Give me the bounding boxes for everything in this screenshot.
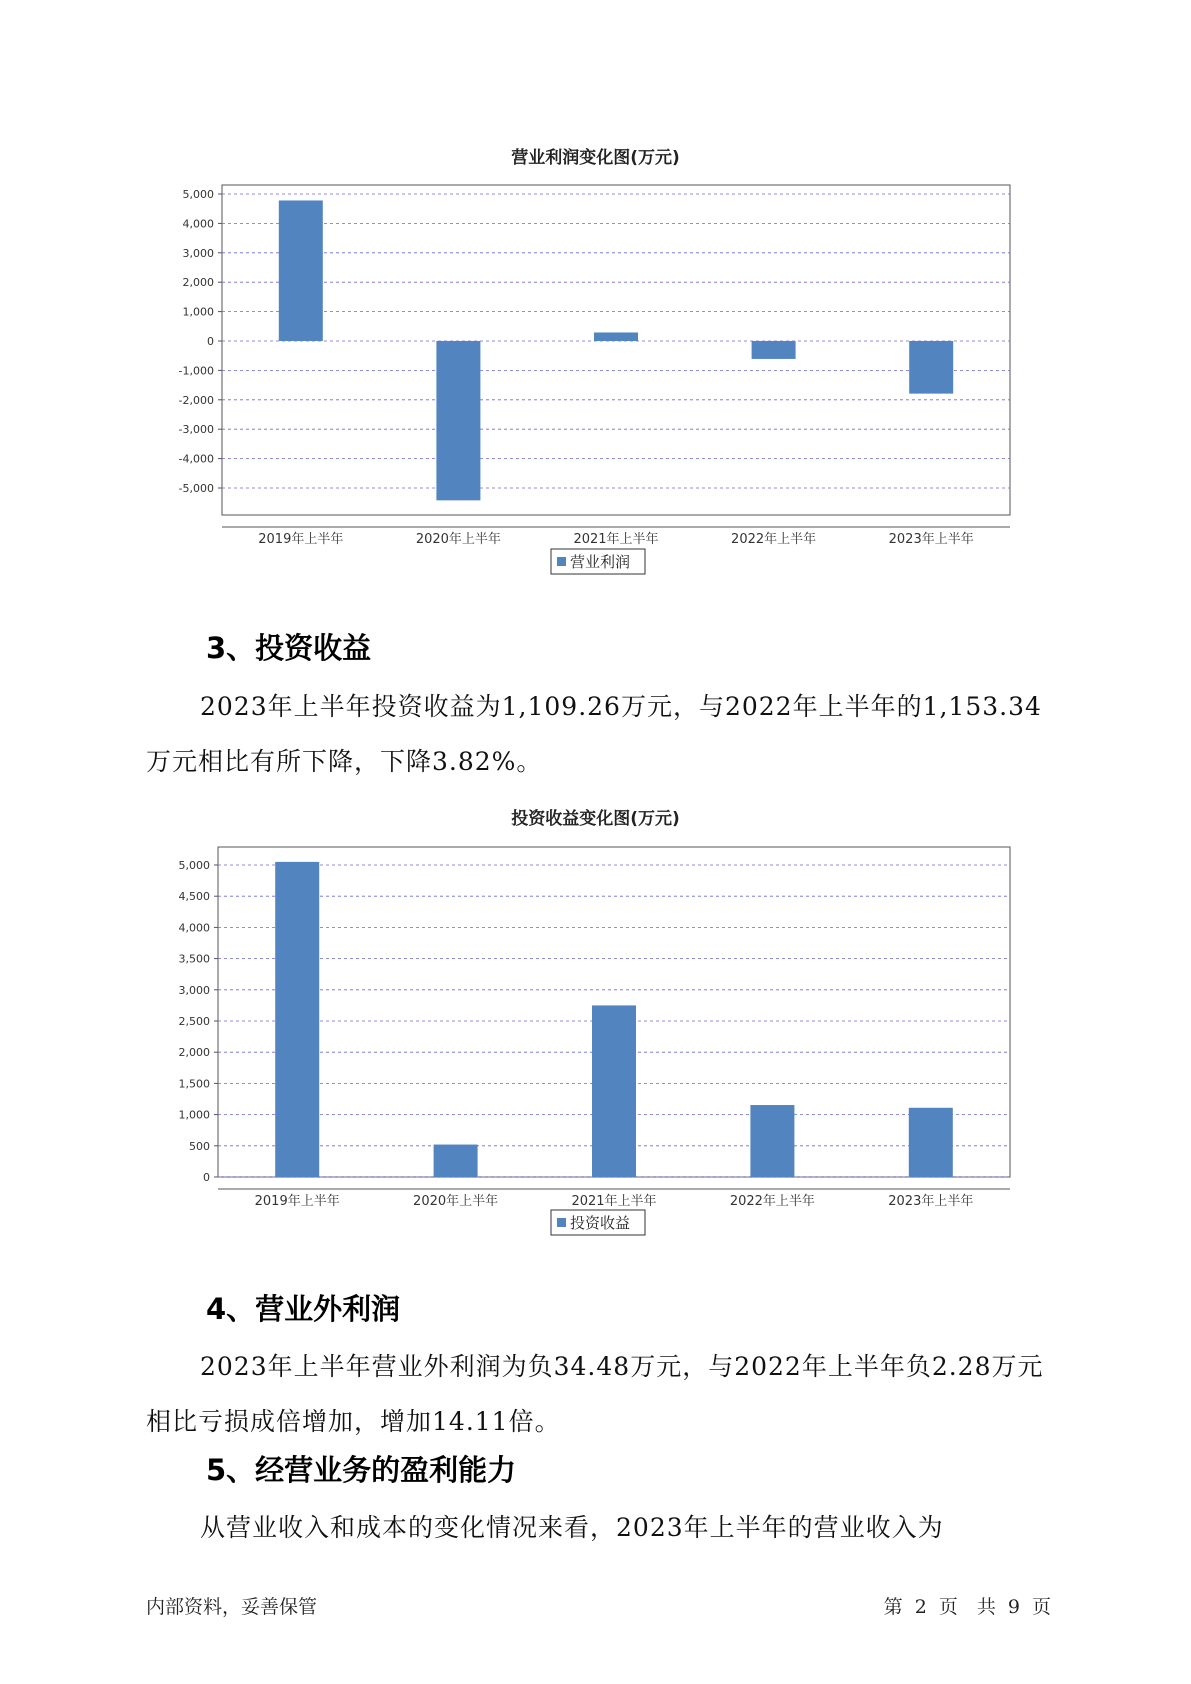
footer-confidential-note: 内部资料，妥善保管 bbox=[146, 1596, 318, 1618]
legend-swatch bbox=[557, 557, 566, 566]
x-tick-label: 2020年上半年 bbox=[413, 1194, 499, 1209]
y-tick-label: 3,000 bbox=[182, 246, 214, 260]
y-tick-label: 0 bbox=[207, 335, 214, 348]
bar bbox=[750, 1105, 794, 1177]
x-tick-label: 2023年上半年 bbox=[888, 1194, 974, 1209]
bar bbox=[279, 200, 323, 341]
y-tick-label: 1,000 bbox=[182, 305, 214, 319]
y-tick-label: 500 bbox=[189, 1139, 210, 1153]
section-paragraph-non-operating-profit: 2023年上半年营业外利润为负34.48万元，与2022年上半年负2.28万元相比亏损成倍增加，增加14.11倍。 bbox=[146, 1352, 1044, 1436]
y-tick-label: -1,000 bbox=[178, 364, 214, 378]
y-tick-label: 1,000 bbox=[178, 1108, 210, 1122]
x-tick-label: 2022年上半年 bbox=[729, 1194, 815, 1209]
section-heading-non-operating-profit: 4、营业外利润 bbox=[206, 1292, 401, 1326]
legend bbox=[551, 549, 645, 574]
x-tick-label: 2021年上半年 bbox=[571, 1194, 657, 1209]
y-tick-label: 4,000 bbox=[182, 217, 214, 231]
y-tick-label: -4,000 bbox=[178, 452, 214, 466]
section-heading-profitability: 5、经营业务的盈利能力 bbox=[206, 1453, 517, 1487]
y-tick-label: -5,000 bbox=[178, 482, 214, 495]
bar bbox=[909, 341, 953, 394]
x-tick-label: 2022年上半年 bbox=[731, 532, 817, 547]
y-tick-label: 5,000 bbox=[178, 859, 210, 872]
x-tick-label: 2023年上半年 bbox=[888, 532, 974, 547]
section-paragraph-profitability: 从营业收入和成本的变化情况来看，2023年上半年的营业收入为 bbox=[200, 1513, 944, 1542]
y-tick-label: 3,000 bbox=[178, 983, 210, 997]
y-tick-label: 4,000 bbox=[178, 921, 210, 935]
y-tick-label: -2,000 bbox=[178, 393, 214, 407]
y-tick-label: 3,500 bbox=[178, 952, 210, 966]
x-tick-label: 2021年上半年 bbox=[573, 532, 659, 547]
investment-income-chart bbox=[0, 832, 1191, 1252]
bar bbox=[434, 1145, 478, 1177]
y-tick-label: 5,000 bbox=[182, 188, 214, 201]
y-tick-label: 2,000 bbox=[182, 276, 214, 290]
x-tick-label: 2019年上半年 bbox=[254, 1194, 340, 1209]
y-tick-label: 1,500 bbox=[178, 1077, 210, 1091]
chart-title-operating-profit: 营业利润变化图(万元) bbox=[511, 148, 680, 168]
chart-title-investment-income: 投资收益变化图(万元) bbox=[511, 809, 680, 829]
y-tick-label: 2,500 bbox=[178, 1015, 210, 1028]
bar bbox=[592, 1005, 636, 1177]
bar bbox=[752, 341, 796, 359]
legend-swatch bbox=[557, 1218, 566, 1227]
legend-label: 投资收益 bbox=[570, 1214, 631, 1232]
y-tick-label: 0 bbox=[203, 1171, 210, 1184]
legend-label: 营业利润 bbox=[570, 553, 631, 571]
y-tick-label: -3,000 bbox=[178, 423, 214, 437]
y-tick-label: 2,000 bbox=[178, 1046, 210, 1060]
footer-page-number: 第 2 页 共 9 页 bbox=[883, 1596, 1051, 1618]
y-tick-label: 4,500 bbox=[178, 890, 210, 904]
section-heading-investment-income: 3、投资收益 bbox=[206, 631, 372, 665]
x-tick-label: 2020年上半年 bbox=[415, 532, 501, 547]
bar bbox=[594, 332, 638, 341]
bar bbox=[909, 1108, 953, 1177]
section-paragraph-investment-income: 2023年上半年投资收益为1,109.26万元，与2022年上半年的1,153.34万元相比有所下降，下降3.82%。 bbox=[146, 692, 1042, 776]
operating-profit-chart bbox=[0, 170, 1191, 590]
bar bbox=[436, 341, 480, 500]
bar bbox=[275, 862, 319, 1177]
x-tick-label: 2019年上半年 bbox=[258, 532, 344, 547]
legend bbox=[551, 1210, 645, 1235]
plot-frame bbox=[222, 185, 1010, 515]
